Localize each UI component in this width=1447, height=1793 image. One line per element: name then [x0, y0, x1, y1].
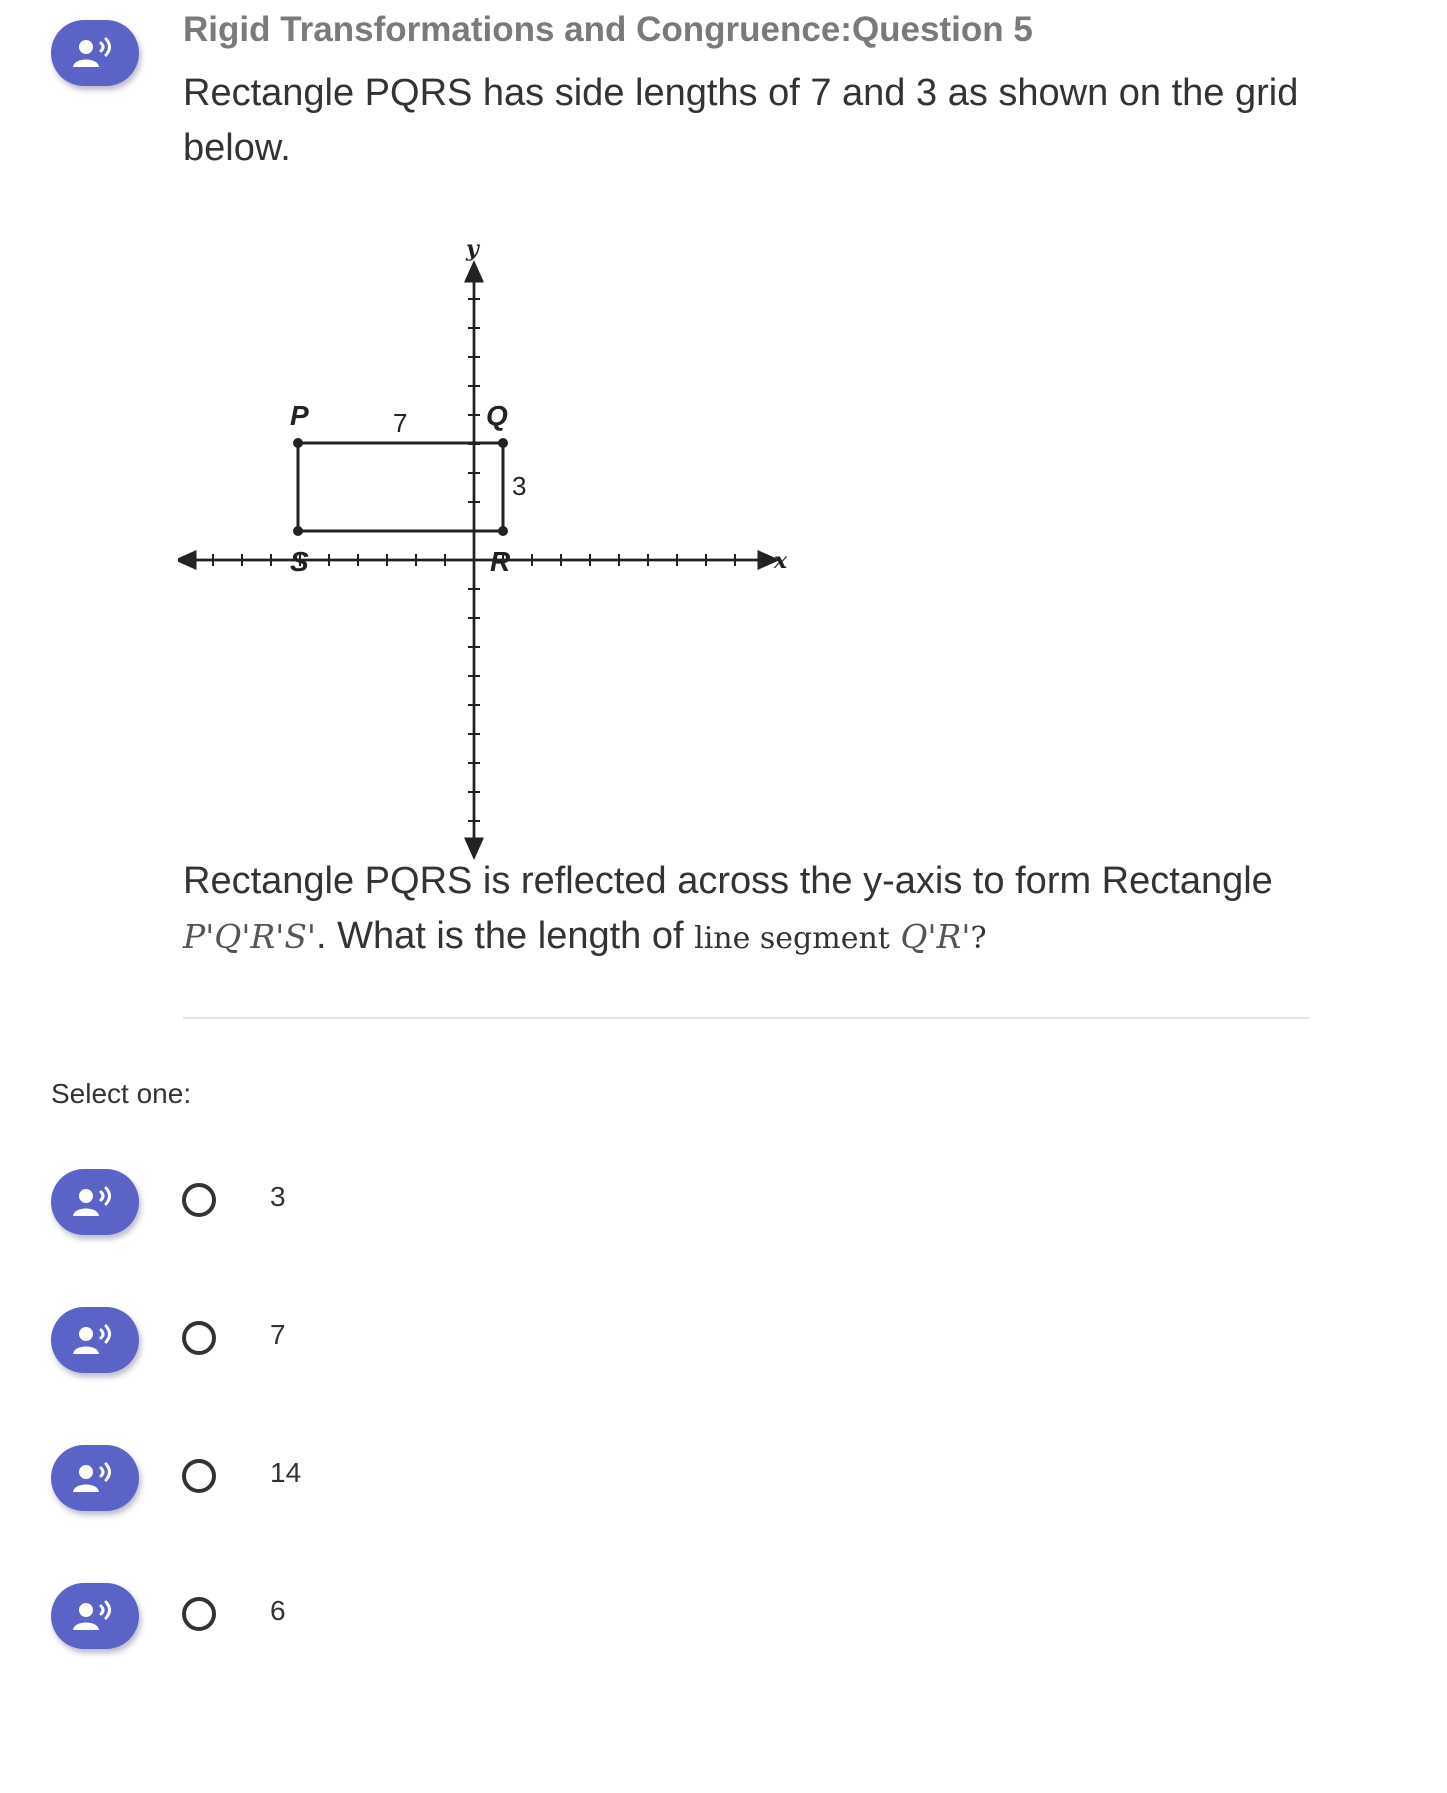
label-s: S — [290, 546, 309, 577]
speaking-person-icon — [72, 1598, 118, 1634]
label-p: P — [290, 400, 309, 431]
x-axis-label: x — [774, 548, 788, 574]
y-axis-label: y — [466, 236, 479, 262]
option-label: 3 — [270, 1181, 286, 1212]
side-label-top: 7 — [393, 408, 408, 438]
option-radio[interactable] — [182, 1183, 216, 1217]
label-q: Q — [486, 400, 508, 431]
answer-option[interactable] — [0, 1307, 1447, 1377]
speaking-person-icon — [72, 1184, 118, 1220]
answer-option[interactable] — [0, 1445, 1447, 1515]
answer-option[interactable] — [0, 1169, 1447, 1239]
side-label-right: 3 — [512, 471, 527, 501]
vertex-r — [498, 526, 508, 536]
speaking-person-icon — [72, 35, 118, 71]
prompt-text-2: . What is the length of — [316, 915, 684, 957]
option-read-aloud-button[interactable] — [51, 1583, 139, 1649]
option-label: 7 — [270, 1319, 286, 1350]
prompt-rectangle-prime: P'Q'R'S' — [183, 917, 316, 956]
rectangle-pqrs — [298, 443, 503, 531]
vertex-q — [498, 438, 508, 448]
speaking-person-icon — [72, 1460, 118, 1496]
vertex-p — [293, 438, 303, 448]
speaking-person-icon — [72, 1322, 118, 1358]
answer-option[interactable] — [0, 1583, 1447, 1653]
question-read-aloud-button[interactable] — [51, 20, 139, 86]
option-read-aloud-button[interactable] — [51, 1169, 139, 1235]
prompt-question-mark: ? — [970, 921, 987, 956]
option-read-aloud-button[interactable] — [51, 1307, 139, 1373]
option-label: 14 — [270, 1457, 302, 1488]
vertex-s — [293, 526, 303, 536]
option-label: 6 — [270, 1595, 286, 1626]
question-prompt — [183, 854, 1323, 966]
prompt-text-1: Rectangle PQRS is reflected across the y-axis to form Rectangle — [183, 860, 1273, 902]
label-r: R — [490, 546, 511, 577]
divider — [183, 1017, 1310, 1019]
prompt-segment-label: line segment — [694, 921, 890, 956]
question-intro: Rectangle PQRS has side lengths of 7 and 3 as shown on the grid below. — [183, 72, 1299, 169]
option-radio[interactable] — [182, 1321, 216, 1355]
option-radio[interactable] — [182, 1459, 216, 1493]
option-read-aloud-button[interactable] — [51, 1445, 139, 1511]
prompt-segment: Q'R' — [900, 917, 971, 956]
option-radio[interactable] — [182, 1597, 216, 1631]
select-one-label: Select one: — [51, 1078, 192, 1109]
coordinate-grid-figure — [178, 230, 798, 860]
question-title: Rigid Transformations and Congruence:Question 5 — [183, 10, 1033, 49]
